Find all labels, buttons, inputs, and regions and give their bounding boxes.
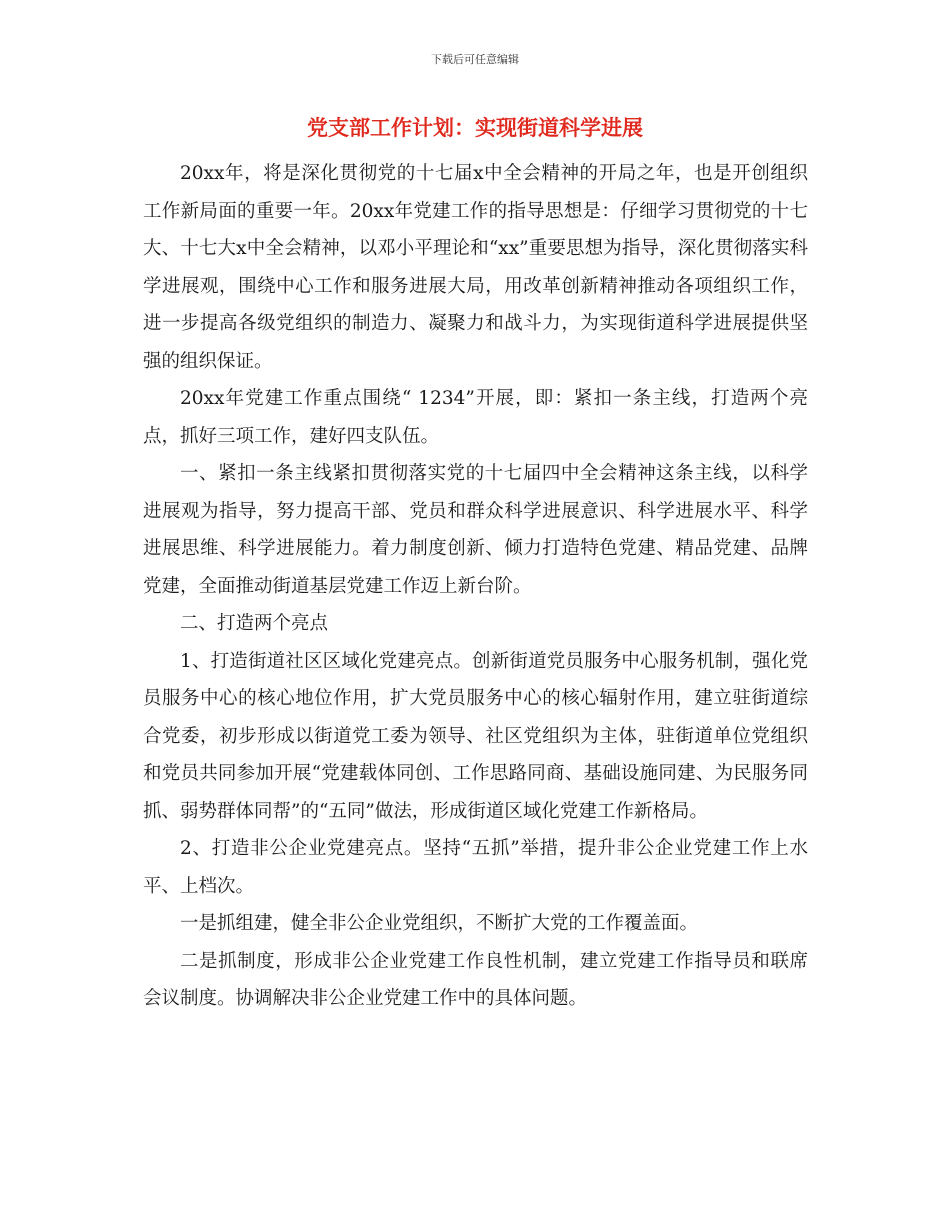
paragraph-1234-focus: 20xx年党建工作重点围绕“ 1234”开展，即：紧扣一条主线，打造两个亮点，抓好三项工作，建好四支队伍。 <box>143 388 808 447</box>
paragraph-system-building: 二是抓制度，形成非公企业党建工作良性机制，建立党建工作指导员和联席会议制度。协调解决非公企业党建工作中的具体问题。 <box>143 950 808 1009</box>
paragraph-guiding-ideology: 20xx年，将是深化贯彻党的十七届x中全会精神的开局之年，也是开创组织工作新局面的重要一年。20xx年党建工作的指导思想是：仔细学习贯彻党的十七大、十七大x中全会精神，以邓小平理论和“xx”重要思想为指导，深化贯彻落实科学进展观，围绕中心工作和服务进展大局，用改革创新精神推动各项组织工作，进一步提高各级党组织的制造力、凝聚力和战斗力，为实现街道科学进展提供坚强的组织保证。 <box>143 163 808 372</box>
document-title: 党支部工作计划：实现街道科学进展 <box>307 115 643 140</box>
paragraph-community-party-building: 1、打造街道社区区域化党建亮点。创新街道党员服务中心服务机制，强化党员服务中心的核心地位作用，扩大党员服务中心的核心辐射作用，建立驻街道综合党委，初步形成以街道党工委为领导、社区党组织为主体，驻街道单位党组织和党员共同参加开展“党建载体同创、工作思路同商、基础设施同建、为民服务同抓、弱势群体同帮”的“五同”做法，形成街道区域化党建工作新格局。 <box>143 650 808 822</box>
paragraph-organization-building: 一是抓组建，健全非公企业党组织，不断扩大党的工作覆盖面。 <box>180 913 699 934</box>
document-body <box>143 155 808 1018</box>
paragraph-non-public-enterprise: 2、打造非公企业党建亮点。坚持“五抓”举措，提升非公企业党建工作上水平、上档次。 <box>143 838 808 897</box>
section-heading-two-highlights: 二、打造两个亮点 <box>180 613 329 634</box>
page-header: 下载后可任意编辑 <box>431 53 519 66</box>
paragraph-main-line: 一、紧扣一条主线紧扣贯彻落实党的十七届四中全会精神这条主线，以科学进展观为指导，努力提高干部、党员和群众科学进展意识、科学进展水平、科学进展思维、科学进展能力。着力制度创新、倾力打造特色党建、精品党建、品牌党建，全面推动街道基层党建工作迈上新台阶。 <box>143 463 808 597</box>
